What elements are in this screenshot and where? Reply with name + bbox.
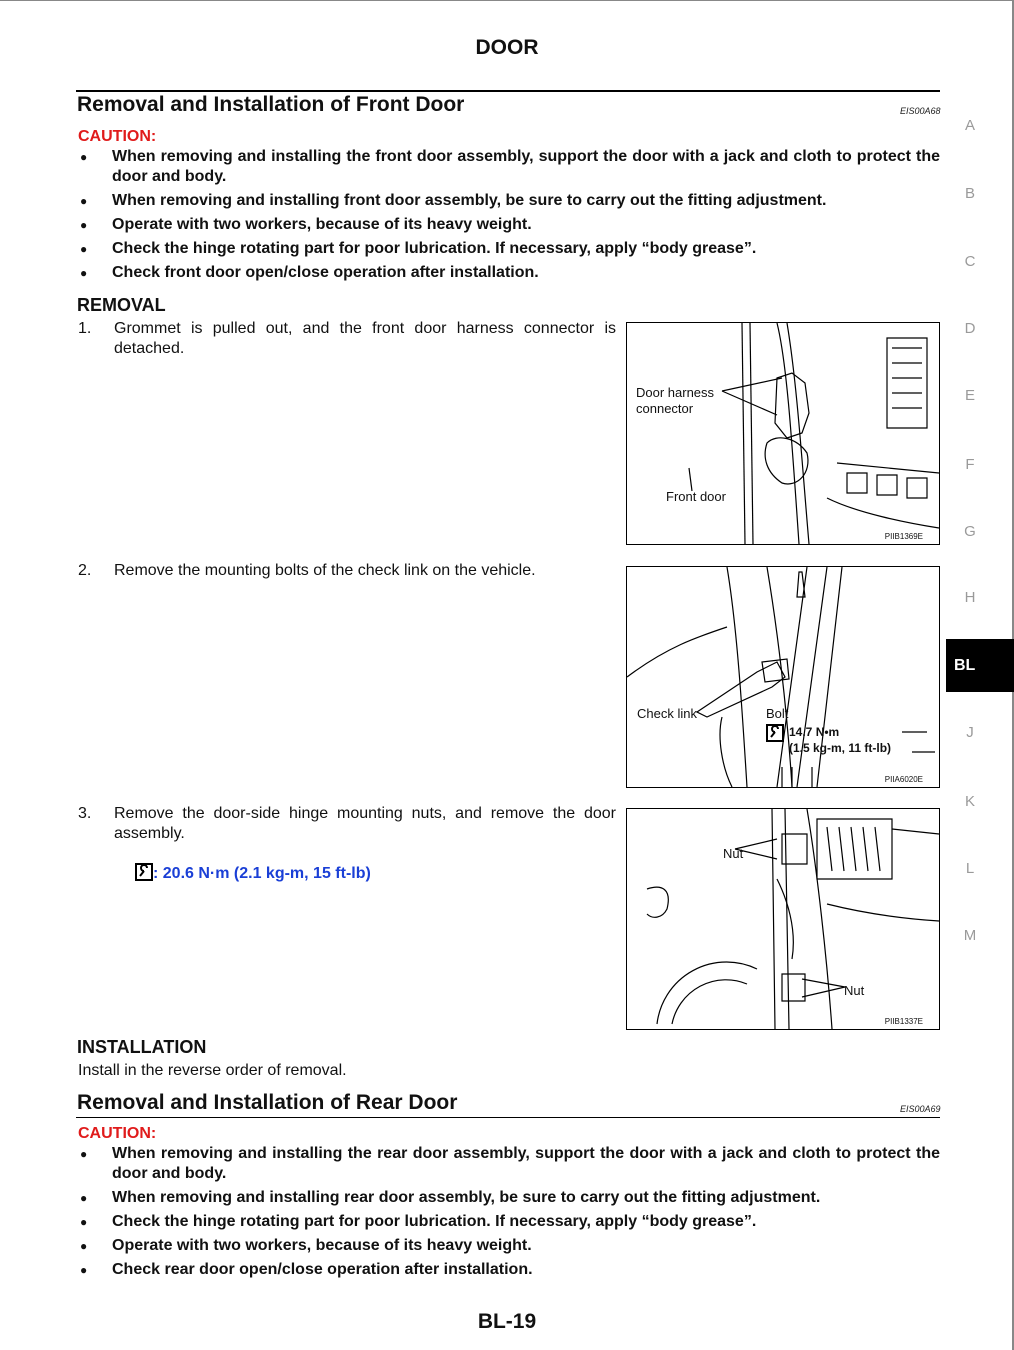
removal-step-2	[78, 561, 618, 583]
section-code-rear: EIS00A69	[900, 1104, 941, 1114]
caution-item: ● Check the hinge rotating part for poor lubrication. If necessary, apply “body grease”.	[76, 239, 940, 259]
caution-label-rear: CAUTION:	[78, 1125, 157, 1142]
section-rule-rear	[76, 1117, 940, 1118]
side-tab-e[interactable]: E	[964, 387, 975, 404]
figure-label-nut-lower: Nut	[844, 983, 865, 998]
figure-code: PIIB1369E	[884, 532, 923, 541]
installation-heading: INSTALLATION	[77, 1037, 207, 1057]
caution-item: ● Operate with two workers, because of its heavy weight.	[76, 1236, 940, 1256]
page-number: BL-19	[477, 1310, 537, 1333]
caution-item: ● When removing and installing front door assembly, be sure to carry out the fitting adjustment.	[76, 191, 940, 211]
header-rule	[76, 90, 940, 92]
side-tab-k[interactable]: K	[964, 793, 975, 810]
side-tab-h[interactable]: H	[964, 589, 976, 606]
step-text: Grommet is pulled out, and the front door harness connector is detached.	[114, 320, 616, 357]
figure-torque-line1: 14.7 N•m	[789, 725, 840, 739]
figure-label-door-harness: Door harness	[636, 385, 715, 400]
check-link-illustration	[627, 567, 939, 787]
installation-text: Install in the reverse order of removal.	[78, 1062, 347, 1079]
section-code-front: EIS00A68	[900, 106, 941, 116]
side-tab-g[interactable]: G	[964, 523, 976, 540]
caution-item: ● Check rear door open/close operation after installation.	[76, 1260, 940, 1280]
wrench-torque-icon	[766, 724, 784, 742]
figure-label-bolt: Bolt	[766, 706, 789, 721]
hinge-nuts-illustration	[627, 809, 939, 1029]
figure-torque-line2: (1.5 kg-m, 11 ft-lb)	[789, 741, 892, 755]
side-tab-m[interactable]: M	[963, 927, 977, 944]
step-text: Remove the mounting bolts of the check link on the vehicle.	[114, 562, 536, 579]
page-frame-top	[0, 0, 1014, 1]
caution-list-front	[76, 147, 940, 287]
step-number: 3.	[78, 805, 92, 822]
figure-code: PIIA6020E	[884, 775, 923, 784]
section-title-front-door: Removal and Installation of Front Door	[77, 93, 465, 116]
side-tab-j[interactable]: J	[966, 724, 974, 741]
section-title-rear-door: Removal and Installation of Rear Door	[77, 1091, 458, 1114]
door-harness-illustration	[627, 323, 939, 544]
side-tab-c[interactable]: C	[964, 253, 976, 270]
figure-label-front-door: Front door	[666, 489, 726, 504]
side-tab-f[interactable]: F	[965, 456, 975, 473]
page-title: DOOR	[475, 36, 539, 59]
caution-item: ● When removing and installing rear door assembly, be sure to carry out the fitting adjustment.	[76, 1188, 940, 1208]
torque-value: : 20.6 N·m (2.1 kg-m, 15 ft-lb)	[153, 865, 371, 882]
step-number: 2.	[78, 562, 92, 579]
side-tab-bl-active[interactable]: BL	[946, 639, 1014, 692]
caution-item: ● When removing and installing the front door assembly, support the door with a jack and cloth to protect the door and body.	[76, 147, 940, 187]
step-text: Remove the door-side hinge mounting nuts, and remove the door assembly.	[114, 805, 616, 842]
removal-step-3	[78, 804, 618, 848]
caution-item: ● Check front door open/close operation after installation.	[76, 263, 940, 283]
figure-check-link	[626, 566, 940, 788]
figure-label-connector: connector	[636, 401, 694, 416]
caution-label-front: CAUTION:	[78, 128, 157, 145]
removal-heading: REMOVAL	[77, 295, 166, 315]
side-tab-b[interactable]: B	[964, 185, 975, 202]
figure-label-nut-upper: Nut	[723, 846, 744, 861]
caution-item: ● When removing and installing the rear door assembly, support the door with a jack and cloth to protect the door and body.	[76, 1144, 940, 1184]
side-tab-l[interactable]: L	[965, 860, 975, 877]
figure-hinge-nuts	[626, 808, 940, 1030]
figure-door-harness-connector	[626, 322, 940, 545]
side-tab-d[interactable]: D	[964, 320, 976, 337]
figure-code: PIIB1337E	[884, 1017, 923, 1026]
step-number: 1.	[78, 320, 92, 337]
caution-list-rear	[76, 1144, 940, 1284]
caution-item: ● Check the hinge rotating part for poor lubrication. If necessary, apply “body grease”.	[76, 1212, 940, 1232]
removal-step-1	[78, 319, 618, 363]
wrench-torque-icon	[135, 863, 153, 881]
side-tab-a[interactable]: A	[964, 117, 975, 134]
figure-label-check-link: Check link	[637, 706, 697, 721]
torque-spec-step3	[135, 863, 371, 883]
caution-item: ● Operate with two workers, because of its heavy weight.	[76, 215, 940, 235]
